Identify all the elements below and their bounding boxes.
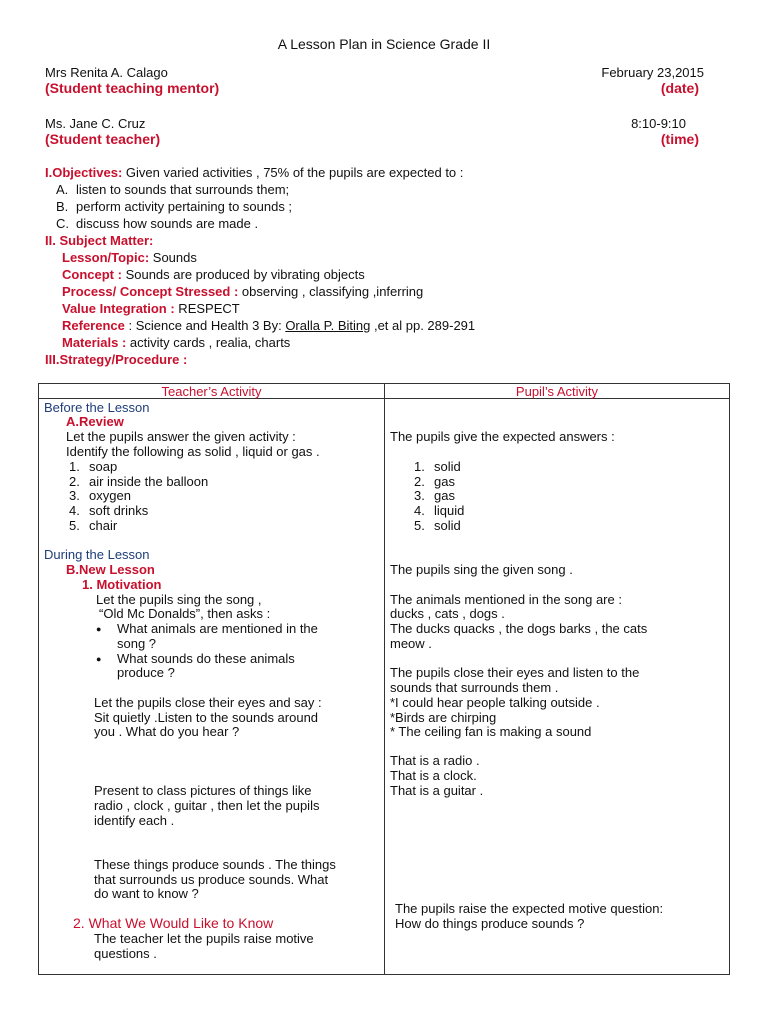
pupil-review-text: The pupils give the expected answers : (390, 429, 615, 444)
what-we-would-like-heading: 2. What We Would Like to Know (73, 915, 274, 931)
strategy-heading: III.Strategy/Procedure : (45, 352, 188, 367)
motivation-text: Let the pupils sing the song , (96, 592, 262, 607)
time-label: (time) (660, 131, 699, 147)
list-item: 2. air inside the balloon (69, 474, 209, 489)
table-column-divider (384, 383, 385, 975)
pupil-close-text: *I could hear people talking outside . (390, 695, 600, 710)
objectives-heading: I.Objectives: (45, 165, 123, 180)
answer-item: 2. gas (414, 474, 455, 489)
present-text: radio , clock , guitar , then let the pupils (94, 798, 320, 813)
pupil-sing-text: The pupils sing the given song . (390, 562, 573, 577)
page-title: A Lesson Plan in Science Grade II (277, 36, 491, 52)
mentor-name: Mrs Renita A. Calago (45, 65, 168, 80)
value-integration: Value Integration : RESPECT (62, 301, 240, 316)
teacher-name: Ms. Jane C. Cruz (45, 116, 146, 131)
pupil-identify-text: That is a radio . (390, 753, 480, 768)
col-header-teacher: Teacher’s Activity (161, 384, 262, 399)
close-eyes-text: you . What do you hear ? (94, 724, 240, 739)
objective-item: B. perform activity pertaining to sounds ; (56, 199, 293, 214)
list-item: 5. chair (69, 518, 118, 533)
list-item: 4. soft drinks (69, 503, 149, 518)
pupil-close-text: The pupils close their eyes and listen to the (390, 665, 640, 680)
col-header-pupil: Pupil’s Activity (515, 384, 599, 399)
list-item: 1. soap (69, 459, 118, 474)
reference: Reference : Science and Health 3 By: Oralla P. Biting ,et al pp. 289-291 (62, 318, 476, 333)
pupil-motive-text: The pupils raise the expected motive question: (395, 901, 664, 916)
motivation-heading: 1. Motivation (82, 577, 162, 592)
date-value: February 23,2015 (601, 65, 704, 80)
time-value: 8:10-9:10 (631, 116, 686, 131)
bullet-item: ● What sounds do these animals (117, 651, 295, 666)
close-eyes-text: Let the pupils close their eyes and say : (94, 695, 322, 710)
these-things-text: These things produce sounds . The things (94, 857, 336, 872)
reference-author: Oralla P. Biting (285, 318, 371, 333)
objectives-line (45, 165, 463, 180)
pupil-motive-text: How do things produce sounds ? (395, 916, 585, 931)
table-border-right (729, 383, 730, 975)
these-things-text: do want to know ? (94, 886, 199, 901)
pupil-close-text: * The ceiling fan is making a sound (390, 724, 592, 739)
pupil-animals-text: The animals mentioned in the song are : (390, 592, 622, 607)
present-text: identify each . (94, 813, 175, 828)
teacher-role: (Student teacher) (45, 131, 161, 147)
answer-item: 5. solid (414, 518, 461, 533)
lesson-topic: Lesson/Topic: Sounds (62, 250, 197, 265)
pupil-close-text: *Birds are chirping (390, 710, 497, 725)
present-text: Present to class pictures of things like (94, 783, 312, 798)
review-text: Let the pupils answer the given activity : (66, 429, 296, 444)
subject-heading: II. Subject Matter: (45, 233, 154, 248)
concept: Concept : Sounds are produced by vibrating objects (62, 267, 365, 282)
objective-item: C. discuss how sounds are made . (56, 216, 259, 231)
before-lesson-heading: Before the Lesson (44, 400, 150, 415)
pupil-identify-text: That is a guitar . (390, 783, 484, 798)
pupil-identify-text: That is a clock. (390, 768, 477, 783)
bullet-item-cont: produce ? (117, 665, 175, 680)
during-lesson-heading: During the Lesson (44, 547, 150, 562)
answer-item: 1. solid (414, 459, 461, 474)
pupil-animals-text: meow . (390, 636, 432, 651)
pupil-animals-text: The ducks quacks , the dogs barks , the cats (390, 621, 648, 636)
these-things-text: that surrounds us produce sounds. What (94, 872, 329, 887)
wwlk-text: The teacher let the pupils raise motive (94, 931, 314, 946)
process: Process/ Concept Stressed : observing , classifying ,inferring (62, 284, 424, 299)
table-border-left (38, 383, 39, 975)
review-heading: A.Review (66, 414, 124, 429)
objectives-intro: Given varied activities , 75% of the pupils are expected to : (122, 165, 464, 180)
pupil-animals-text: ducks , cats , dogs . (390, 606, 505, 621)
close-eyes-text: Sit quietly .Listen to the sounds around (94, 710, 319, 725)
review-text: Identify the following as solid , liquid or gas . (66, 444, 320, 459)
mentor-role: (Student teaching mentor) (45, 80, 220, 96)
list-item: 3. oxygen (69, 488, 131, 503)
bullet-item: ● What animals are mentioned in the (117, 621, 318, 636)
motivation-text: “Old Mc Donalds”, then asks : (99, 606, 271, 621)
wwlk-text: questions . (94, 946, 157, 961)
objective-item: A. listen to sounds that surrounds them; (56, 182, 290, 197)
new-lesson-heading: B.New Lesson (66, 562, 155, 577)
materials: Materials : activity cards , realia, charts (62, 335, 291, 350)
pupil-close-text: sounds that surrounds them . (390, 680, 559, 695)
answer-item: 3. gas (414, 488, 455, 503)
bullet-item-cont: song ? (117, 636, 157, 651)
answer-item: 4. liquid (414, 503, 465, 518)
date-label: (date) (660, 80, 699, 96)
